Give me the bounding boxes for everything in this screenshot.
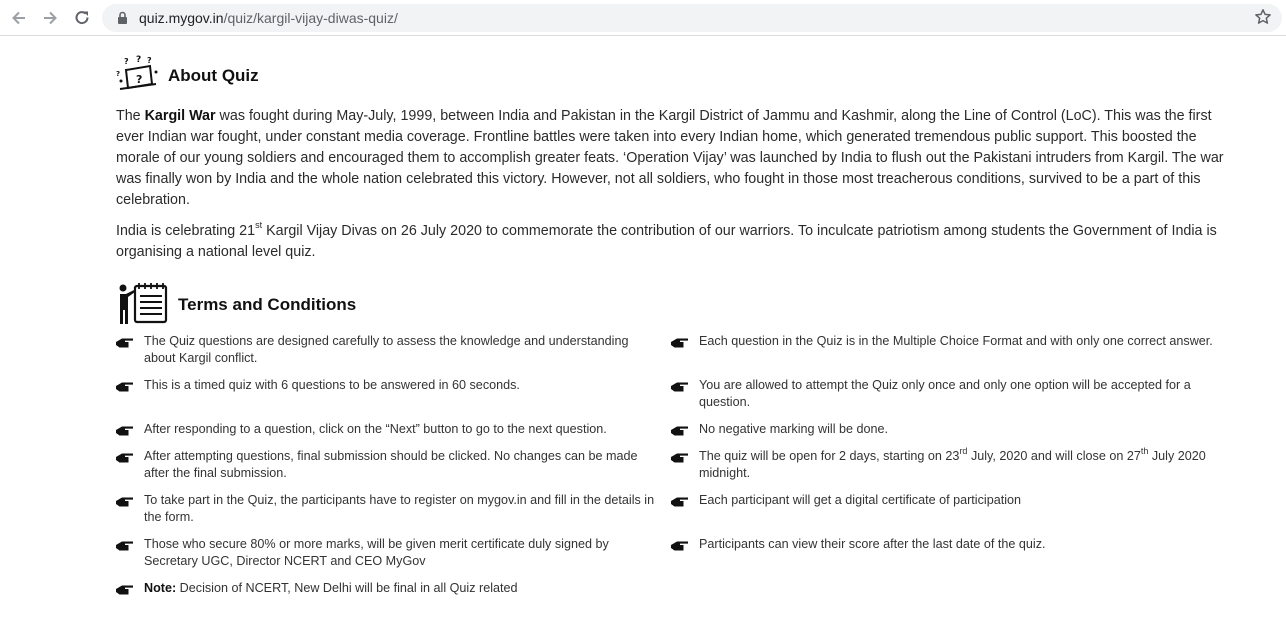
terms-left-text-1: The Quiz questions are designed carefully to assess the knowledge and understanding about Kargil conflict.	[144, 334, 629, 365]
terms-left-text-6: Those who secure 80% or more marks, will be given merit certificate duly signed by Secretary UGC, Director NCERT and CEO MyGov	[144, 537, 609, 568]
about-paragraph-2	[116, 221, 1228, 263]
about-p2-a: India is celebrating 21	[116, 223, 256, 239]
open-text-a: The quiz will be open for 2 days, starting on 23	[699, 449, 960, 463]
about-paragraph-1	[116, 106, 1228, 211]
terms-left-item-6	[116, 536, 656, 570]
terms-left-item-1	[116, 333, 656, 367]
svg-text:?: ?	[136, 73, 143, 86]
about-p1-intro: The	[116, 108, 145, 124]
about-p1-text: was fought during May-July, 1999, between India and Pakistan in the Kargil District of Jammu and Kashmir, along the Line of Control (LoC). This was the first ever Indian war fought, under constant media coverage. Frontline battles were taken into every Indian home, which generated tremendous public support. This boosted the morale of our young soldiers and encouraged them to accomplish greater feats. ‘Operation Vijay’ was launched by India to flush out the Pakistani intruders from Kargil. The war was finally won by India and the whole nation celebrated this victory. However, not all soldiers, who fought in those most treacherous conditions, survived to be a part of this celebration.	[116, 108, 1224, 208]
note-body: Decision of NCERT, New Delhi will be final in all Quiz related	[176, 581, 518, 595]
terms-left-text-4: After attempting questions, final submission should be clicked. No changes can be made after the final submission.	[144, 449, 638, 480]
svg-text:?: ?	[124, 57, 129, 66]
terms-right-item-6	[671, 536, 1216, 556]
pointing-hand-icon	[116, 536, 144, 556]
svg-text:?: ?	[136, 55, 142, 65]
browser-toolbar	[0, 0, 1286, 36]
terms-left-text-2: This is a timed quiz with 6 questions to be answered in 60 seconds.	[144, 378, 520, 392]
about-quiz-header	[116, 54, 259, 94]
bookmark-star-icon[interactable]	[1254, 8, 1272, 26]
url-text	[139, 10, 398, 26]
pointing-hand-icon	[116, 580, 144, 600]
about-p2-sup: st	[255, 220, 263, 231]
quiz-question-icon	[116, 54, 160, 94]
pointing-hand-icon	[116, 421, 144, 441]
reload-icon	[73, 9, 91, 27]
pointing-hand-icon	[671, 536, 699, 556]
pointing-hand-icon	[671, 333, 699, 353]
note-text	[144, 580, 518, 597]
terms-title: Terms and Conditions	[178, 295, 357, 314]
terms-right-text-5: Each participant will get a digital certificate of participation	[699, 493, 1022, 507]
forward-button[interactable]	[37, 5, 63, 31]
about-p1-bold: Kargil War	[144, 108, 216, 124]
pointing-hand-icon	[671, 448, 699, 468]
terms-left-note	[116, 580, 656, 600]
svg-text:?: ?	[147, 56, 152, 65]
back-arrow-icon	[10, 9, 28, 27]
about-p2-b: Kargil Vijay Divas on 26 July 2020 to commemorate the contribution of our warriors. To inculcate patriotism among students the Government of India is organising a national level quiz.	[116, 223, 1217, 260]
address-bar[interactable]	[102, 4, 1282, 32]
presenter-board-icon	[116, 282, 170, 324]
open-text-c: July 2020 midnight.	[699, 449, 1206, 480]
about-quiz-title: About Quiz	[168, 66, 259, 85]
url-host: quiz.mygov.in	[139, 10, 224, 26]
terms-right-text-2: You are allowed to attempt the Quiz only once and only one option will be accepted for a question.	[699, 378, 1191, 409]
terms-left-item-3	[116, 421, 656, 441]
pointing-hand-icon	[116, 333, 144, 353]
pointing-hand-icon	[671, 377, 699, 397]
terms-right-item-1	[671, 333, 1216, 353]
forward-arrow-icon	[41, 9, 59, 27]
open-text-b: July, 2020 and will close on 27	[967, 449, 1141, 463]
terms-right-item-3	[671, 421, 1216, 441]
pointing-hand-icon	[116, 448, 144, 468]
url-path: /quiz/kargil-vijay-diwas-quiz/	[223, 10, 398, 26]
open-sup-1: rd	[959, 445, 968, 456]
terms-left-item-4	[116, 448, 656, 482]
terms-left-item-5	[116, 492, 656, 526]
terms-right-item-5	[671, 492, 1216, 512]
reload-button[interactable]	[69, 5, 95, 31]
pointing-hand-icon	[116, 492, 144, 512]
svg-text:?: ?	[116, 70, 121, 78]
terms-left-item-2	[116, 377, 656, 397]
lock-icon	[117, 11, 128, 25]
terms-right-text-3: No negative marking will be done.	[699, 422, 889, 436]
terms-right-item-2	[671, 377, 1216, 411]
note-label: Note:	[144, 581, 177, 595]
terms-left-text-5: To take part in the Quiz, the participants have to register on mygov.in and fill in the details in the form.	[144, 493, 655, 524]
terms-right-item-4	[671, 445, 1216, 482]
terms-header	[116, 282, 356, 324]
quiz-open-dates-text	[699, 445, 1216, 482]
pointing-hand-icon	[671, 492, 699, 512]
pointing-hand-icon	[671, 421, 699, 441]
terms-right-text-1: Each question in the Quiz is in the Multiple Choice Format and with only one correct answer.	[699, 334, 1213, 348]
back-button[interactable]	[6, 5, 32, 31]
terms-right-text-6: Participants can view their score after the last date of the quiz.	[699, 537, 1046, 551]
pointing-hand-icon	[116, 377, 144, 397]
terms-left-text-3: After responding to a question, click on the “Next” button to go to the next question.	[144, 422, 607, 436]
open-sup-2: th	[1140, 445, 1149, 456]
